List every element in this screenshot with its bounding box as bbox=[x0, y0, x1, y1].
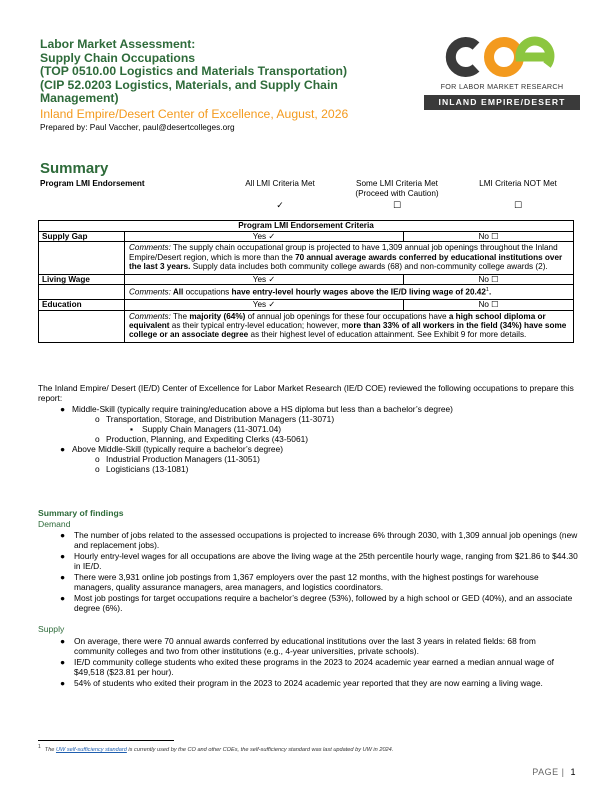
list-item: ● Hourly entry-level wages for all occupations are above the living wage at the 25th percentile hourly wage, ranging from $21.86 to $44.30 in IE/D. bbox=[60, 551, 578, 571]
table-row bbox=[39, 232, 574, 242]
table-row bbox=[39, 285, 574, 300]
list-item: ● The number of jobs related to the assessed occupations is projected to increase 6% through 2030, with 1,309 annual job openings (new and replacement jobs). bbox=[60, 530, 578, 550]
bullet-icon: ● bbox=[60, 572, 66, 582]
criteria-no: No ☐ bbox=[404, 232, 574, 242]
findings-heading: Summary of findings bbox=[38, 508, 124, 518]
report-title-line: Supply Chain Occupations bbox=[40, 50, 196, 65]
bullet-icon: ● bbox=[60, 530, 66, 540]
list-item: ● Middle-Skill (typically require training/education above a HS diploma but less than a bachelor’s degree) bbox=[60, 404, 453, 414]
criteria-yes: Yes ✓ bbox=[125, 300, 404, 310]
prepared-by: Prepared by: Paul Vaccher, paul@desertcolleges.org bbox=[40, 121, 235, 132]
list-item: o Production, Planning, and Expediting Clerks (43-5061) bbox=[95, 434, 309, 444]
criteria-table bbox=[38, 220, 574, 343]
coe-wordmark-icon bbox=[424, 36, 580, 78]
logo-region-bar: INLAND EMPIRE/DESERT bbox=[424, 95, 580, 110]
bullet-icon: o bbox=[95, 454, 100, 464]
page-number: PAGE | 1 bbox=[532, 767, 576, 777]
checkbox-icon: ☐ bbox=[513, 200, 523, 210]
criteria-no: No ☐ bbox=[404, 300, 574, 310]
bullet-icon: ● bbox=[60, 636, 66, 646]
footnote: $^1$ The UW self-sufficiency standard is currently used by the CO and other COEs, the self-sufficiency standard was last updated by UW in 2024. bbox=[38, 744, 394, 753]
bullet-icon: o bbox=[95, 434, 100, 444]
intro-section bbox=[38, 383, 578, 474]
bullet-icon: o bbox=[95, 414, 100, 424]
report-title-line: (CIP 52.0203 Logistics, Materials, and Supply Chain bbox=[40, 77, 338, 92]
demand-list bbox=[38, 530, 578, 614]
footnote-divider bbox=[38, 740, 174, 741]
criteria-name: Living Wage bbox=[39, 274, 125, 284]
criteria-comment: Comments: All occupations have entry-level hourly wages above the IE/D living wage of 20.42$^1$. bbox=[125, 285, 574, 300]
endorsement-label: Program LMI Endorsement bbox=[40, 179, 145, 188]
list-item: ● On average, there were 70 annual awards conferred by educational institutions over the last 3 years in related fields: 68 from community colleges and two from other institutions (e.g., 4-year universities, private schools). bbox=[60, 636, 536, 656]
list-item: ▪ Supply Chain Managers (11-3071.04) bbox=[130, 424, 282, 434]
criteria-table-header: Program LMI Endorsement Criteria bbox=[39, 221, 574, 232]
bullet-icon: ● bbox=[60, 657, 66, 667]
summary-heading: Summary bbox=[40, 160, 109, 177]
supply-heading: Supply bbox=[38, 624, 65, 634]
footnote-link[interactable]: UW self-sufficiency standard bbox=[55, 746, 127, 753]
option-all-met: All LMI Criteria Met bbox=[245, 179, 315, 188]
check-icon: ✓ bbox=[276, 200, 284, 210]
table-row bbox=[39, 274, 574, 284]
bullet-icon: ● bbox=[60, 593, 66, 603]
table-row bbox=[39, 300, 574, 310]
criteria-no: No ☐ bbox=[404, 274, 574, 284]
report-header bbox=[40, 38, 385, 132]
checkbox-icon: ☐ bbox=[392, 200, 402, 210]
report-title-line: (TOP 0510.00 Logistics and Materials Transportation) bbox=[40, 64, 348, 79]
logo-tagline: FOR LABOR MARKET RESEARCH bbox=[440, 82, 564, 91]
bullet-icon: ● bbox=[60, 551, 66, 561]
bullet-icon: o bbox=[95, 464, 100, 474]
bullet-icon: ● bbox=[60, 404, 66, 414]
criteria-yes: Yes ✓ bbox=[125, 232, 404, 242]
option-not-met: LMI Criteria NOT Met bbox=[479, 179, 557, 188]
bullet-icon: ● bbox=[60, 444, 66, 454]
supply-list bbox=[38, 636, 578, 689]
report-title-line: Management) bbox=[40, 91, 119, 106]
list-item: ● Most job postings for target occupations require a bachelor’s degree (53%), followed by a high school or GED (40%), and an associate degree (6%). bbox=[60, 593, 573, 613]
intro-paragraph: The Inland Empire/ Desert (IE/D) Center of Excellence for Labor Market Research (IE/D COE) reviewed the following occupations to prepare this report: bbox=[38, 383, 574, 403]
criteria-yes: Yes ✓ bbox=[125, 274, 404, 284]
list-item: o Transportation, Storage, and Distribution Managers (11-3071) bbox=[95, 414, 335, 424]
bullet-icon: ▪ bbox=[130, 424, 133, 434]
criteria-comment: Comments: The majority (64%) of annual job openings for these four occupations have a high school diploma or equivalent as their typical entry-level education; however, more than 33% of all workers in the field (34%) have some college or an associate degree as their highest level of education attainment. See Exhibit 9 for more details. bbox=[125, 310, 574, 342]
list-item: o Logisticians (13-1081) bbox=[95, 464, 189, 474]
demand-heading: Demand bbox=[38, 519, 71, 529]
table-row bbox=[39, 242, 574, 274]
report-subtitle: Inland Empire/Desert Center of Excellence, August, 2026 bbox=[40, 106, 349, 121]
criteria-name: Supply Gap bbox=[39, 232, 125, 242]
option-some-met: Some LMI Criteria Met (Proceed with Caution) bbox=[355, 179, 439, 198]
criteria-comment: Comments: The supply chain occupational group is projected to have 1,309 annual job openings throughout the Inland Empire/Desert region, which is more than the 70 annual average awards conferred by educational institutions over the last 3 years. Supply data includes both community college awards (68) and non-community college awards (2). bbox=[125, 242, 574, 274]
criteria-name: Education bbox=[39, 300, 125, 310]
list-item: ● 54% of students who exited their program in the 2023 to 2024 academic year reported that they are now earning a living wage. bbox=[60, 678, 543, 688]
list-item: ● IE/D community college students who exited these programs in the 2023 to 2024 academic year earned a median annual wage of $49,518 ($23.81 per hour). bbox=[60, 657, 554, 677]
endorsement-row bbox=[40, 177, 574, 213]
list-item: ● Above Middle-Skill (typically require a bachelor’s degree) bbox=[60, 444, 284, 454]
table-row bbox=[39, 310, 574, 342]
bullet-icon: ● bbox=[60, 678, 66, 688]
coe-logo bbox=[424, 36, 584, 110]
list-item: ● There were 3,931 online job postings from 1,367 employers over the past 12 months, with the highest postings for warehouse managers, quality assurance managers, area managers, and logistics coordinators. bbox=[60, 572, 539, 592]
list-item: o Industrial Production Managers (11-3051) bbox=[95, 454, 260, 464]
report-title-line: Labor Market Assessment: bbox=[40, 37, 196, 51]
